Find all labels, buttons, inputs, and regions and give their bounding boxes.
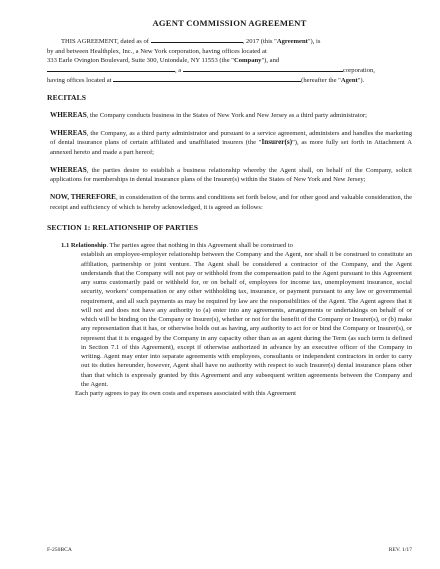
recital-1: WHEREAS, the Company conducts business in the States of New York and New Jersey as a third party administrator; bbox=[50, 110, 367, 119]
agent-name-blank[interactable] bbox=[47, 65, 175, 72]
recitals-heading: RECITALS bbox=[47, 92, 87, 102]
section-1-1: 1.1 Relationship. The parties agree that nothing in this Agreement shall be construed to establish an employee-employer relationship between the Company and the Agent, nor shall it be construed to constitute an affiliation, partnership or joint venture. The Agent shall be considered a contractor of the Company, and the Agent understands that the Company will not pay or withhold from the compensation paid to the Agent pursuant to this Agreement any sums customarily paid or withheld for, or on behalf of, employees for income tax, unemployment insurance, social security, workers' compensation or any other withholding tax, insurance, or payment pursuant to any law or governmental requirement, and all such payments as may be required by law are the responsibilities of the Agent. The Agent agrees that it will not and does not have any authority to (a) enter into any agreements, arrangements or undertakings on behalf of or which will be binding on the Company or Insurer(s), whether or not for the benefit of the Company or Insurer(s), or (b) make any representation that it has, or otherwise holds out as having, any authority to act for or bind the Company or Insurer(s), or represent that it is engaged by the Company in any capacity other than as an agent during the Term (as such term is defined in Section 7.1 of this Agreement), except if otherwise authorized in advance by an executive officer of the Company in writing. Agent may enter into separate agreements with employees, consultants or independent contractors in order to carry out its duties hereunder, however, Agent shall have no authority with respect to such Insurer(s) dental insurance plans other than that which is expressly granted by this Agreement and any subsequent written agreements between the Company and the Agent. Each party agrees to pay its own costs and expenses associated with this Agreement bbox=[61, 242, 412, 397]
page-footer bbox=[47, 547, 412, 553]
recital-now-therefore: NOW, THEREFORE, in consideration of the terms and conditions set forth below, and for other good and valuable consideration, the receipt and sufficiency of which is hereby acknowledged, it is agreed as follows: bbox=[50, 193, 412, 211]
section-1-heading: SECTION 1: RELATIONSHIP OF PARTIES bbox=[47, 222, 199, 232]
form-number: F-250BCA bbox=[47, 547, 72, 553]
agent-state-blank[interactable] bbox=[183, 65, 343, 72]
revision-label: REV. 1/17 bbox=[388, 547, 412, 553]
date-blank[interactable] bbox=[151, 36, 243, 43]
section-1-1-last-line: Each party agrees to pay its own costs and expenses associated with this Agreement bbox=[75, 390, 297, 397]
recital-3: WHEREAS, the parties desire to establish a business relationship whereby the Agent shall, on behalf of the Company, solicit applications for memberships in dental insurance plans of the Insurer(s) within the States of New York and New Jersey; bbox=[50, 165, 412, 183]
section-1-1-body: establish an employee-employer relationship between the Company and the Agent, nor shall it be construed to constitute an affiliation, partnership or joint venture. The Agent shall be considered a contractor of the Company, and the Agent understands that the Company will not pay or withhold from the compensation paid to the Agent pursuant to this Agreement any sums customarily paid or withheld for, or on behalf of, employees for income tax, unemployment insurance, social security, workers' compensation or any other withholding tax, insurance, or payment pursuant to any law or governmental requirement, and all such payments as may be required by law are the responsibilities of the Agent. The Agent agrees that it will not and does not have any authority to (a) enter into any agreements, arrangements or undertakings on behalf of or which will be binding on the Company or Insurer(s), whether or not for the benefit of the Company or Insurer(s), or (b) make any representation that it has, or otherwise holds out as having, any authority to act for or bind the Company or Insurer(s), or represent that it is engaged by the Company in any capacity other than as an agent during the Term (as such term is defined in Section 7.1 of this Agreement), except if otherwise authorized in advance by an executive officer of the Company in writing. Agent may enter into separate agreements with employees, consultants or independent contractors in order to carry out its duties hereunder, however, Agent shall have no authority with respect to such Insurer(s) dental insurance plans other than that which is expressly granted by this Agreement and any subsequent written agreements between the Company and the Agent. bbox=[81, 251, 412, 388]
section-1-1-label: 1.1 Relationship bbox=[61, 242, 107, 249]
recital-2: WHEREAS, the Company, as a third party administrator and pursuant to a service agreement, administers and handles the marketing of dental insurance plans of certain affiliated and unaffiliated insurers (the "Insurer(s)"), as more fully set forth in Attachment A annexed hereto and made a part hereof; bbox=[50, 129, 412, 156]
document-body bbox=[47, 19, 412, 398]
document-title: AGENT COMMISSION AGREEMENT bbox=[152, 18, 307, 28]
intro-paragraph: THIS AGREEMENT, dated as of , 2017 (this "Agreement"), is by and between Healthplex, Inc., a New York corporation, having offices located at 333 Earle Ovington Boulevard, Suite 300, Uniondale, NY 11553 (the "Company"), and , a corporation, having offices located at (hereafter the "Agent"). bbox=[47, 38, 375, 85]
agent-address-blank[interactable] bbox=[113, 75, 301, 82]
